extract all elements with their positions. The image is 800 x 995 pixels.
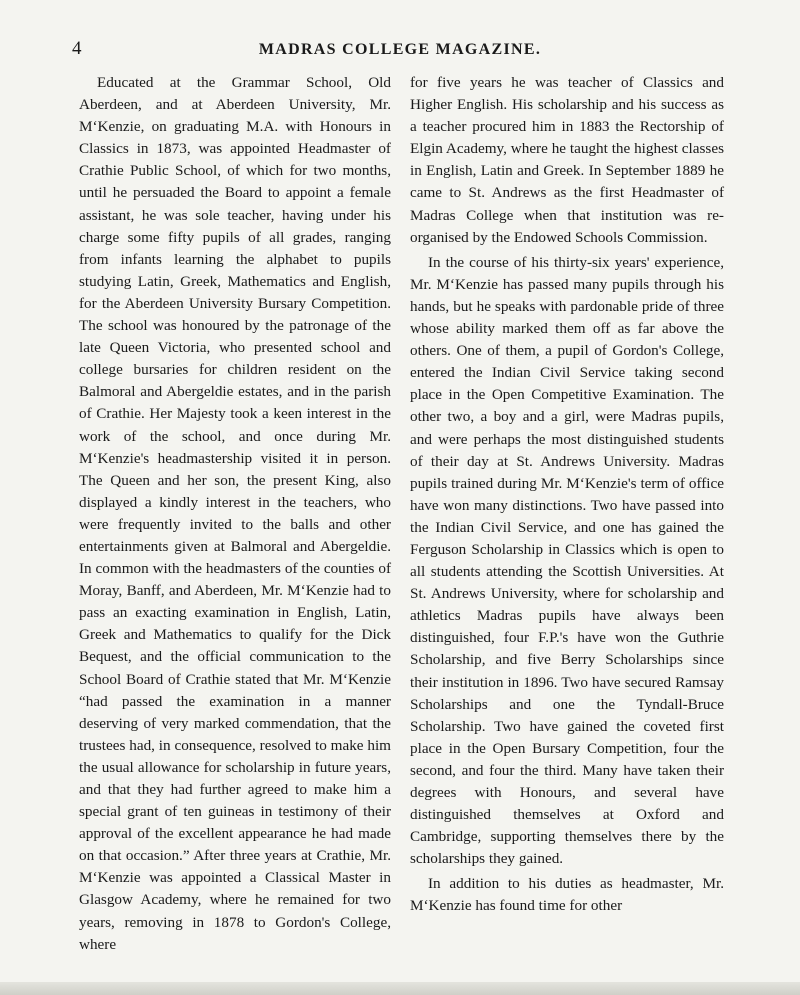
paragraph-other-duties: In addition to his duties as headmaster, Mr. M‘Kenzie has found time for other bbox=[410, 875, 724, 915]
page-number: 4 bbox=[72, 38, 82, 59]
paragraph-education: Educated at the Grammar School, Old Aberdeen, and at Aberdeen University, Mr. M‘Kenzie, on graduating M.A. with Honours in Classics in 1873, was appointed Headmaster of Crathie Public School, of which for two months, until he persuaded the Board to appoint a female assistant, he was sole teacher, having under his charge some fifty pupils of all grades, ranging from infants learning the alphabet to pupils studying Latin, Greek, Mathematics and English, for the Aberdeen University Bursary Competition. The school was honoured by the patronage of the late Queen Victoria, who presented school and college bursaries for children resident on the Balmoral and Abergeldie estates, and in the parish of Crathie. Her Majesty took a keen interest in the work of the school, and once during Mr. M‘Kenzie's headmastership visited it in person. The Queen and her son, the present King, also displayed a kindly interest in the teachers, who were frequently invited to the balls and other entertainments given at Balmoral and Abergeldie. In common with the headmasters of the counties of Moray, Banff, and Aberdeen, Mr. M‘Kenzie had to pass an exacting examination in English, Latin, Greek and Mathematics to qualify for the Dick Bequest, and the official communication to the School Board of Crathie stated that Mr. M‘Kenzie “had passed the examination in a manner deserving of very marked commendation, that the trustees had, in consequence, resolved to make him the usual allowance for scholarship in future years, and that they had further agreed to make him a special grant of ten guineas in testimony of their approval of the excellent appearance he had made on that occasion.” After three years at Crathie, Mr. M‘Kenzie was appointed a Classical Master in Glasgow Academy, where he remained for two years, removing in 1878 to Gordon's College, where bbox=[79, 74, 391, 953]
page-bottom-edge bbox=[0, 982, 800, 995]
running-head-title: MADRAS COLLEGE MAGAZINE. bbox=[258, 41, 542, 58]
paragraph-pupils: In the course of his thirty-six years' experience, Mr. M‘Kenzie has passed many pupils through his hands, but he speaks with pardonable pride of three whose ability marked them off as far above the others. One of them, a pupil of Gordon's College, entered the Indian Civil Service taking second place in the Open Competitive Examination. The other two, a boy and a girl, were Madras pupils, and were perhaps the most distinguished students of their day at St. Andrews University. Madras pupils trained during Mr. M‘Kenzie's term of office have won many distinctions. Two have passed into the Indian Civil Service, and one has gained the Ferguson Scholarship in Classics which is open to all students attending the Scottish Universities. At St. Andrews University, where for scholarship and athletics Madras pupils have always been distinguished, four F.P.'s have won the Guthrie Scholarship, and five Berry Scholarships since their institution in 1896. Two have secured Ramsay Scholarships and one the Tyndall-Bruce Scholarship. Two have gained the coveted first place in the Open Bursary Competition, four the second, and four the third. Many have taken their degrees with Honours, and several have distinguished themselves at Oxford and Cambridge, supporting themselves there by the scholarships they gained. bbox=[410, 253, 724, 868]
left-column bbox=[79, 72, 391, 956]
paragraph-career-continued: for five years he was teacher of Classics and Higher English. His scholarship and his success as a teacher procured him in 1883 the Rectorship of Elgin Academy, where he taught the highest classes in English, Latin and Greek. In September 1889 he came to St. Andrews as the first Headmaster of Madras College when that institution was re-organised by the Endowed Schools Commission. bbox=[410, 74, 724, 246]
right-column bbox=[410, 72, 724, 918]
